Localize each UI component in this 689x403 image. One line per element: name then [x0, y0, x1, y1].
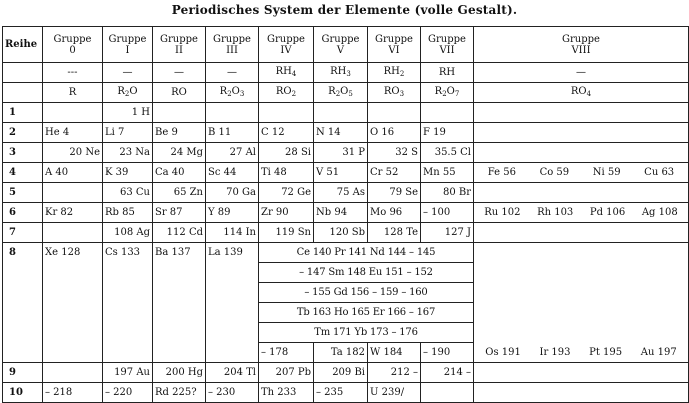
table-row	[3, 343, 689, 363]
element-cell: – 235	[314, 383, 368, 403]
blank-cell	[206, 343, 259, 363]
element-label: Ni 59	[592, 167, 621, 178]
element-cell	[474, 123, 689, 143]
element-cell: Ca 40	[153, 163, 206, 183]
element-cell: Rb 85	[103, 203, 153, 223]
element-cell: 23 Na	[103, 143, 153, 163]
element-cell: 112 Cd	[153, 223, 206, 243]
periodic-table	[2, 26, 689, 403]
table-row	[3, 183, 689, 203]
oxide-cell: R	[43, 83, 103, 103]
element-cell: V 51	[314, 163, 368, 183]
header-group-4: Gruppe IV	[259, 27, 314, 63]
rare-earth-line: Ce 140 Pr 141 Nd 144 – 145	[259, 243, 474, 263]
element-cell: W 184	[368, 343, 421, 363]
element-cell: Be 9	[153, 123, 206, 143]
rare-earth-line: – 155 Gd 156 – 159 – 160	[259, 283, 474, 303]
element-cell: 120 Sb	[314, 223, 368, 243]
blank-cell	[153, 263, 206, 283]
blank-cell	[103, 283, 153, 303]
element-cell	[206, 103, 259, 123]
row-number: 2	[3, 123, 43, 143]
oxide-cell: $R_2O_7$	[421, 83, 474, 103]
element-cell: Y 89	[206, 203, 259, 223]
blank-cell	[153, 323, 206, 343]
element-cell	[421, 103, 474, 123]
element-cell	[474, 243, 689, 263]
blank-cell	[103, 343, 153, 363]
element-cell: – 178	[259, 343, 314, 363]
element-cell: 31 P	[314, 143, 368, 163]
oxide-cell: $R_2O_3$	[206, 83, 259, 103]
row-number-empty	[3, 303, 43, 323]
rare-earth-line: – 147 Sm 148 Eu 151 – 152	[259, 263, 474, 283]
row-number-empty	[3, 83, 43, 103]
element-cell: Xe 128	[43, 243, 103, 263]
table-row	[3, 223, 689, 243]
element-cell: Mn 55	[421, 163, 474, 183]
element-cell: 80 Br	[421, 183, 474, 203]
element-cell: 79 Se	[368, 183, 421, 203]
header-row	[3, 27, 689, 63]
element-cell: Cs 133	[103, 243, 153, 263]
table-row	[3, 123, 689, 143]
element-cell: Rd 225?	[153, 383, 206, 403]
element-cell	[474, 103, 689, 123]
blank-cell	[153, 303, 206, 323]
table-row	[3, 383, 689, 403]
element-label: Co 59	[539, 167, 570, 178]
element-cell: F 19	[421, 123, 474, 143]
element-cell: 28 Si	[259, 143, 314, 163]
blank-cell	[474, 323, 689, 343]
element-cell: 128 Te	[368, 223, 421, 243]
rare-earth-line: Tb 163 Ho 165 Er 166 – 167	[259, 303, 474, 323]
element-cell: Ta 182	[314, 343, 368, 363]
element-cell: 212 –	[368, 363, 421, 383]
element-label: Cu 63	[644, 167, 675, 178]
header-group-2: Gruppe II	[153, 27, 206, 63]
element-cell: Ti 48	[259, 163, 314, 183]
row-number: 4	[3, 163, 43, 183]
element-cell	[474, 363, 689, 383]
hydride-cell: $RH_4$	[259, 63, 314, 83]
element-cell: 63 Cu	[103, 183, 153, 203]
blank-cell	[103, 303, 153, 323]
element-cell	[259, 103, 314, 123]
hydride-cell: $RH_2$	[368, 63, 421, 83]
element-cell	[43, 223, 103, 243]
row-number: 1	[3, 103, 43, 123]
row-number: 8	[3, 243, 43, 263]
element-cell: 1 H	[103, 103, 153, 123]
element-label: Pt 195	[589, 346, 623, 358]
element-cell: 70 Ga	[206, 183, 259, 203]
oxide-cell: $RO_3$	[368, 83, 421, 103]
hydride-cell: ---	[43, 63, 103, 83]
header-group-6: Gruppe VI	[368, 27, 421, 63]
header-group-8: Gruppe VIII	[474, 27, 689, 63]
element-cell: 32 S	[368, 143, 421, 163]
element-cell: – 190	[421, 343, 474, 363]
element-cell: Ba 137	[153, 243, 206, 263]
blank-cell	[43, 263, 103, 283]
element-cell: U 239/	[368, 383, 421, 403]
table-row	[3, 143, 689, 163]
blank-cell	[153, 343, 206, 363]
element-cell	[43, 183, 103, 203]
element-cell	[474, 223, 689, 243]
element-cell: – 100	[421, 203, 474, 223]
oxide-cell: RO	[153, 83, 206, 103]
oxide-row	[3, 83, 689, 103]
oxide-cell: $RO_2$	[259, 83, 314, 103]
row-number: 3	[3, 143, 43, 163]
element-cell: 24 Mg	[153, 143, 206, 163]
blank-cell	[206, 283, 259, 303]
element-cell: O 16	[368, 123, 421, 143]
group-viii-cell	[474, 203, 689, 223]
header-group-7: Gruppe VII	[421, 27, 474, 63]
element-cell: 119 Sn	[259, 223, 314, 243]
table-row	[3, 163, 689, 183]
row-number: 9	[3, 363, 43, 383]
element-cell	[43, 103, 103, 123]
element-cell	[474, 383, 689, 403]
element-cell: – 230	[206, 383, 259, 403]
blank-cell	[43, 303, 103, 323]
element-cell	[474, 183, 689, 203]
oxide-cell: $R_2O$	[103, 83, 153, 103]
blank-cell	[474, 303, 689, 323]
table-row	[3, 283, 689, 303]
hydride-row	[3, 63, 689, 83]
row-number: 6	[3, 203, 43, 223]
rare-earth-line: Tm 171 Yb 173 – 176	[259, 323, 474, 343]
element-cell: 127 J	[421, 223, 474, 243]
table-row	[3, 103, 689, 123]
element-cell: 204 Tl	[206, 363, 259, 383]
element-cell: La 139	[206, 243, 259, 263]
row-number-empty	[3, 263, 43, 283]
table-row	[3, 363, 689, 383]
element-cell: Sr 87	[153, 203, 206, 223]
element-cell: Kr 82	[43, 203, 103, 223]
blank-cell	[43, 323, 103, 343]
element-cell: – 220	[103, 383, 153, 403]
element-cell: A 40	[43, 163, 103, 183]
element-cell: Zr 90	[259, 203, 314, 223]
row-number-empty	[3, 323, 43, 343]
element-cell: Cr 52	[368, 163, 421, 183]
table-row	[3, 203, 689, 223]
element-label: Rh 103	[537, 207, 574, 218]
element-cell	[368, 103, 421, 123]
element-cell: Mo 96	[368, 203, 421, 223]
element-cell: K 39	[103, 163, 153, 183]
element-cell: B 11	[206, 123, 259, 143]
blank-cell	[474, 283, 689, 303]
oxide-cell: $R_2O_5$	[314, 83, 368, 103]
element-cell: 20 Ne	[43, 143, 103, 163]
blank-cell	[153, 283, 206, 303]
table-row	[3, 263, 689, 283]
element-label: Au 197	[640, 346, 677, 358]
element-cell	[421, 383, 474, 403]
blank-cell	[103, 263, 153, 283]
element-cell: – 218	[43, 383, 103, 403]
element-cell: 75 As	[314, 183, 368, 203]
element-cell	[43, 363, 103, 383]
element-cell: Th 233	[259, 383, 314, 403]
blank-cell	[206, 323, 259, 343]
hydride-cell: RH	[421, 63, 474, 83]
blank-cell	[206, 303, 259, 323]
element-cell: Li 7	[103, 123, 153, 143]
blank-cell	[103, 323, 153, 343]
hydride-cell: —	[153, 63, 206, 83]
element-label: Fe 56	[487, 167, 516, 178]
table-row	[3, 323, 689, 343]
row-number-empty	[3, 283, 43, 303]
blank-cell	[206, 263, 259, 283]
hydride-cell: —	[206, 63, 259, 83]
element-cell: N 14	[314, 123, 368, 143]
element-cell: Nb 94	[314, 203, 368, 223]
element-cell: 27 Al	[206, 143, 259, 163]
group-viii-cell	[474, 163, 689, 183]
element-label: Ir 193	[539, 346, 571, 358]
row-number: 5	[3, 183, 43, 203]
header-group-1: Gruppe I	[103, 27, 153, 63]
row-number-empty	[3, 63, 43, 83]
element-cell: Sc 44	[206, 163, 259, 183]
hydride-cell: —	[474, 63, 689, 83]
element-label: Ag 108	[641, 207, 678, 218]
element-label: Os 191	[485, 346, 521, 358]
element-cell: 114 In	[206, 223, 259, 243]
table-row	[3, 303, 689, 323]
blank-cell	[43, 283, 103, 303]
group-viii-cell	[474, 343, 689, 363]
element-label: Ru 102	[484, 207, 521, 218]
element-cell: He 4	[43, 123, 103, 143]
element-label: Pd 106	[589, 207, 626, 218]
element-cell: 72 Ge	[259, 183, 314, 203]
element-cell	[474, 143, 689, 163]
element-cell: 214 –	[421, 363, 474, 383]
row-number: 7	[3, 223, 43, 243]
element-cell	[314, 103, 368, 123]
blank-cell	[474, 263, 689, 283]
element-cell: 207 Pb	[259, 363, 314, 383]
hydride-cell: —	[103, 63, 153, 83]
page-title: Periodisches System der Elemente (volle Gestalt).	[171, 3, 518, 17]
header-group-5: Gruppe V	[314, 27, 368, 63]
element-cell: 200 Hg	[153, 363, 206, 383]
element-cell: 35.5 Cl	[421, 143, 474, 163]
element-cell	[153, 103, 206, 123]
element-cell: C 12	[259, 123, 314, 143]
oxide-cell: $RO_4$	[474, 83, 689, 103]
hydride-cell: $RH_3$	[314, 63, 368, 83]
header-group-0: Gruppe 0	[43, 27, 103, 63]
element-cell: 108 Ag	[103, 223, 153, 243]
element-cell: 209 Bi	[314, 363, 368, 383]
header-reihe: Reihe	[3, 27, 43, 63]
blank-cell	[43, 343, 103, 363]
header-group-3: Gruppe III	[206, 27, 259, 63]
row-number-empty	[3, 343, 43, 363]
table-row	[3, 243, 689, 263]
row-number: 10	[3, 383, 43, 403]
element-cell: 65 Zn	[153, 183, 206, 203]
element-cell: 197 Au	[103, 363, 153, 383]
